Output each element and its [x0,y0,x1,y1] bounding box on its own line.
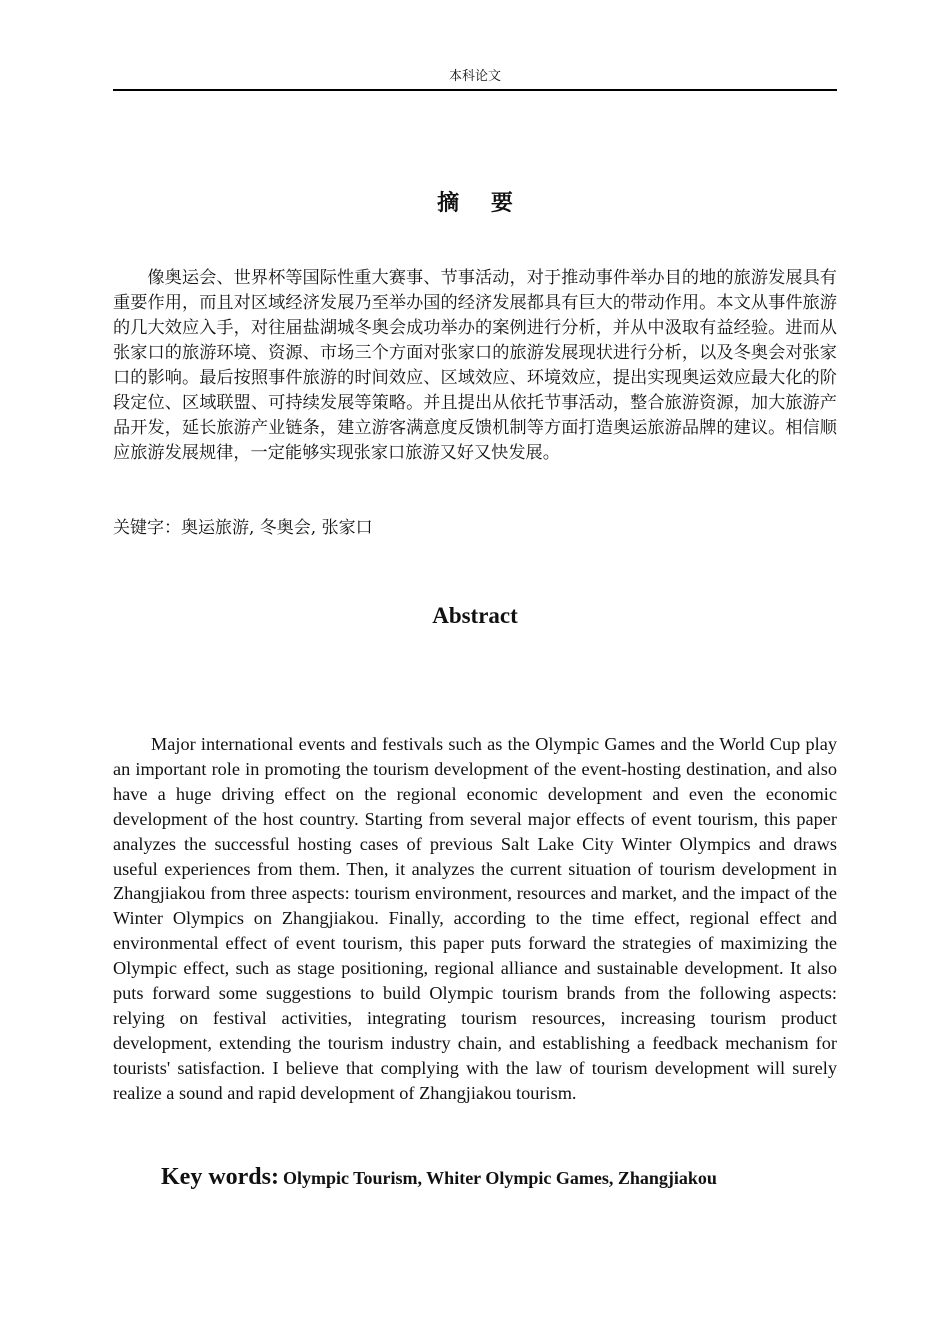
en-abstract-body: Major international events and festivals such as the Olympic Games and the World Cup play an important role in promoting the tourism development of the event-hosting destination, and also have a huge driving effect on the regional economic development and even the economic development of the host country. Starting from several major effects of event tourism, this paper analyzes the successful hosting cases of previous Salt Lake City Winter Olympics and draws useful experiences from them. Then, it analyzes the current situation of tourism development in Zhangjiakou from three aspects: tourism environment, resources and market, and the impact of the Winter Olympics on Zhangjiakou. Finally, according to the time effect, regional effect and environmental effect of event tourism, this paper puts forward the strategies of maximizing the Olympic effect, such as stage positioning, regional alliance and sustainable development. It also puts forward some suggestions to build Olympic tourism brands from the following aspects: relying on festival activities, integrating tourism resources, increasing tourism product development, extending the tourism industry chain, and establishing a feedback mechanism for tourists' satisfaction. I believe that complying with the law of tourism development will surely realize a sound and rapid development of Zhangjiakou tourism. [113,734,837,1103]
en-keywords-label: Key words: [161,1164,279,1190]
en-keywords [161,1164,861,1191]
cn-abstract-body: 像奥运会、世界杯等国际性重大赛事、节事活动，对于推动事件举办目的地的旅游发展具有重要作用，而且对区域经济发展乃至举办国的经济发展都具有巨大的带动作用。本文从事件旅游的几大效应入手，对往届盐湖城冬奥会成功举办的案例进行分析，并从中汲取有益经验。进而从张家口的旅游环境、资源、市场三个方面对张家口的旅游发展现状进行分析，以及冬奥会对张家口的影响。最后按照事件旅游的时间效应、区域效应、环境效应，提出实现奥运效应最大化的阶段定位、区域联盟、可持续发展等策略。并且提出从依托节事活动，整合旅游资源，加大旅游产品开发，延长旅游产业链条，建立游客满意度反馈机制等方面打造奥运旅游品牌的建议。相信顺应旅游发展规律，一定能够实现张家口旅游又好又快发展。 [113,268,837,463]
en-keywords-list: Olympic Tourism, Whiter Olympic Games, Zhangjiakou [282,1168,717,1188]
cn-keywords [113,516,837,541]
page-header [113,68,837,91]
cn-keywords-list: 奥运旅游, 冬奥会, 张家口 [181,518,373,538]
header-title: 本科论文 [448,69,501,84]
cn-keywords-label: 关键字： [113,518,181,538]
en-abstract-title: Abstract [432,603,518,628]
cn-abstract-title: 摘 要 [437,191,525,216]
